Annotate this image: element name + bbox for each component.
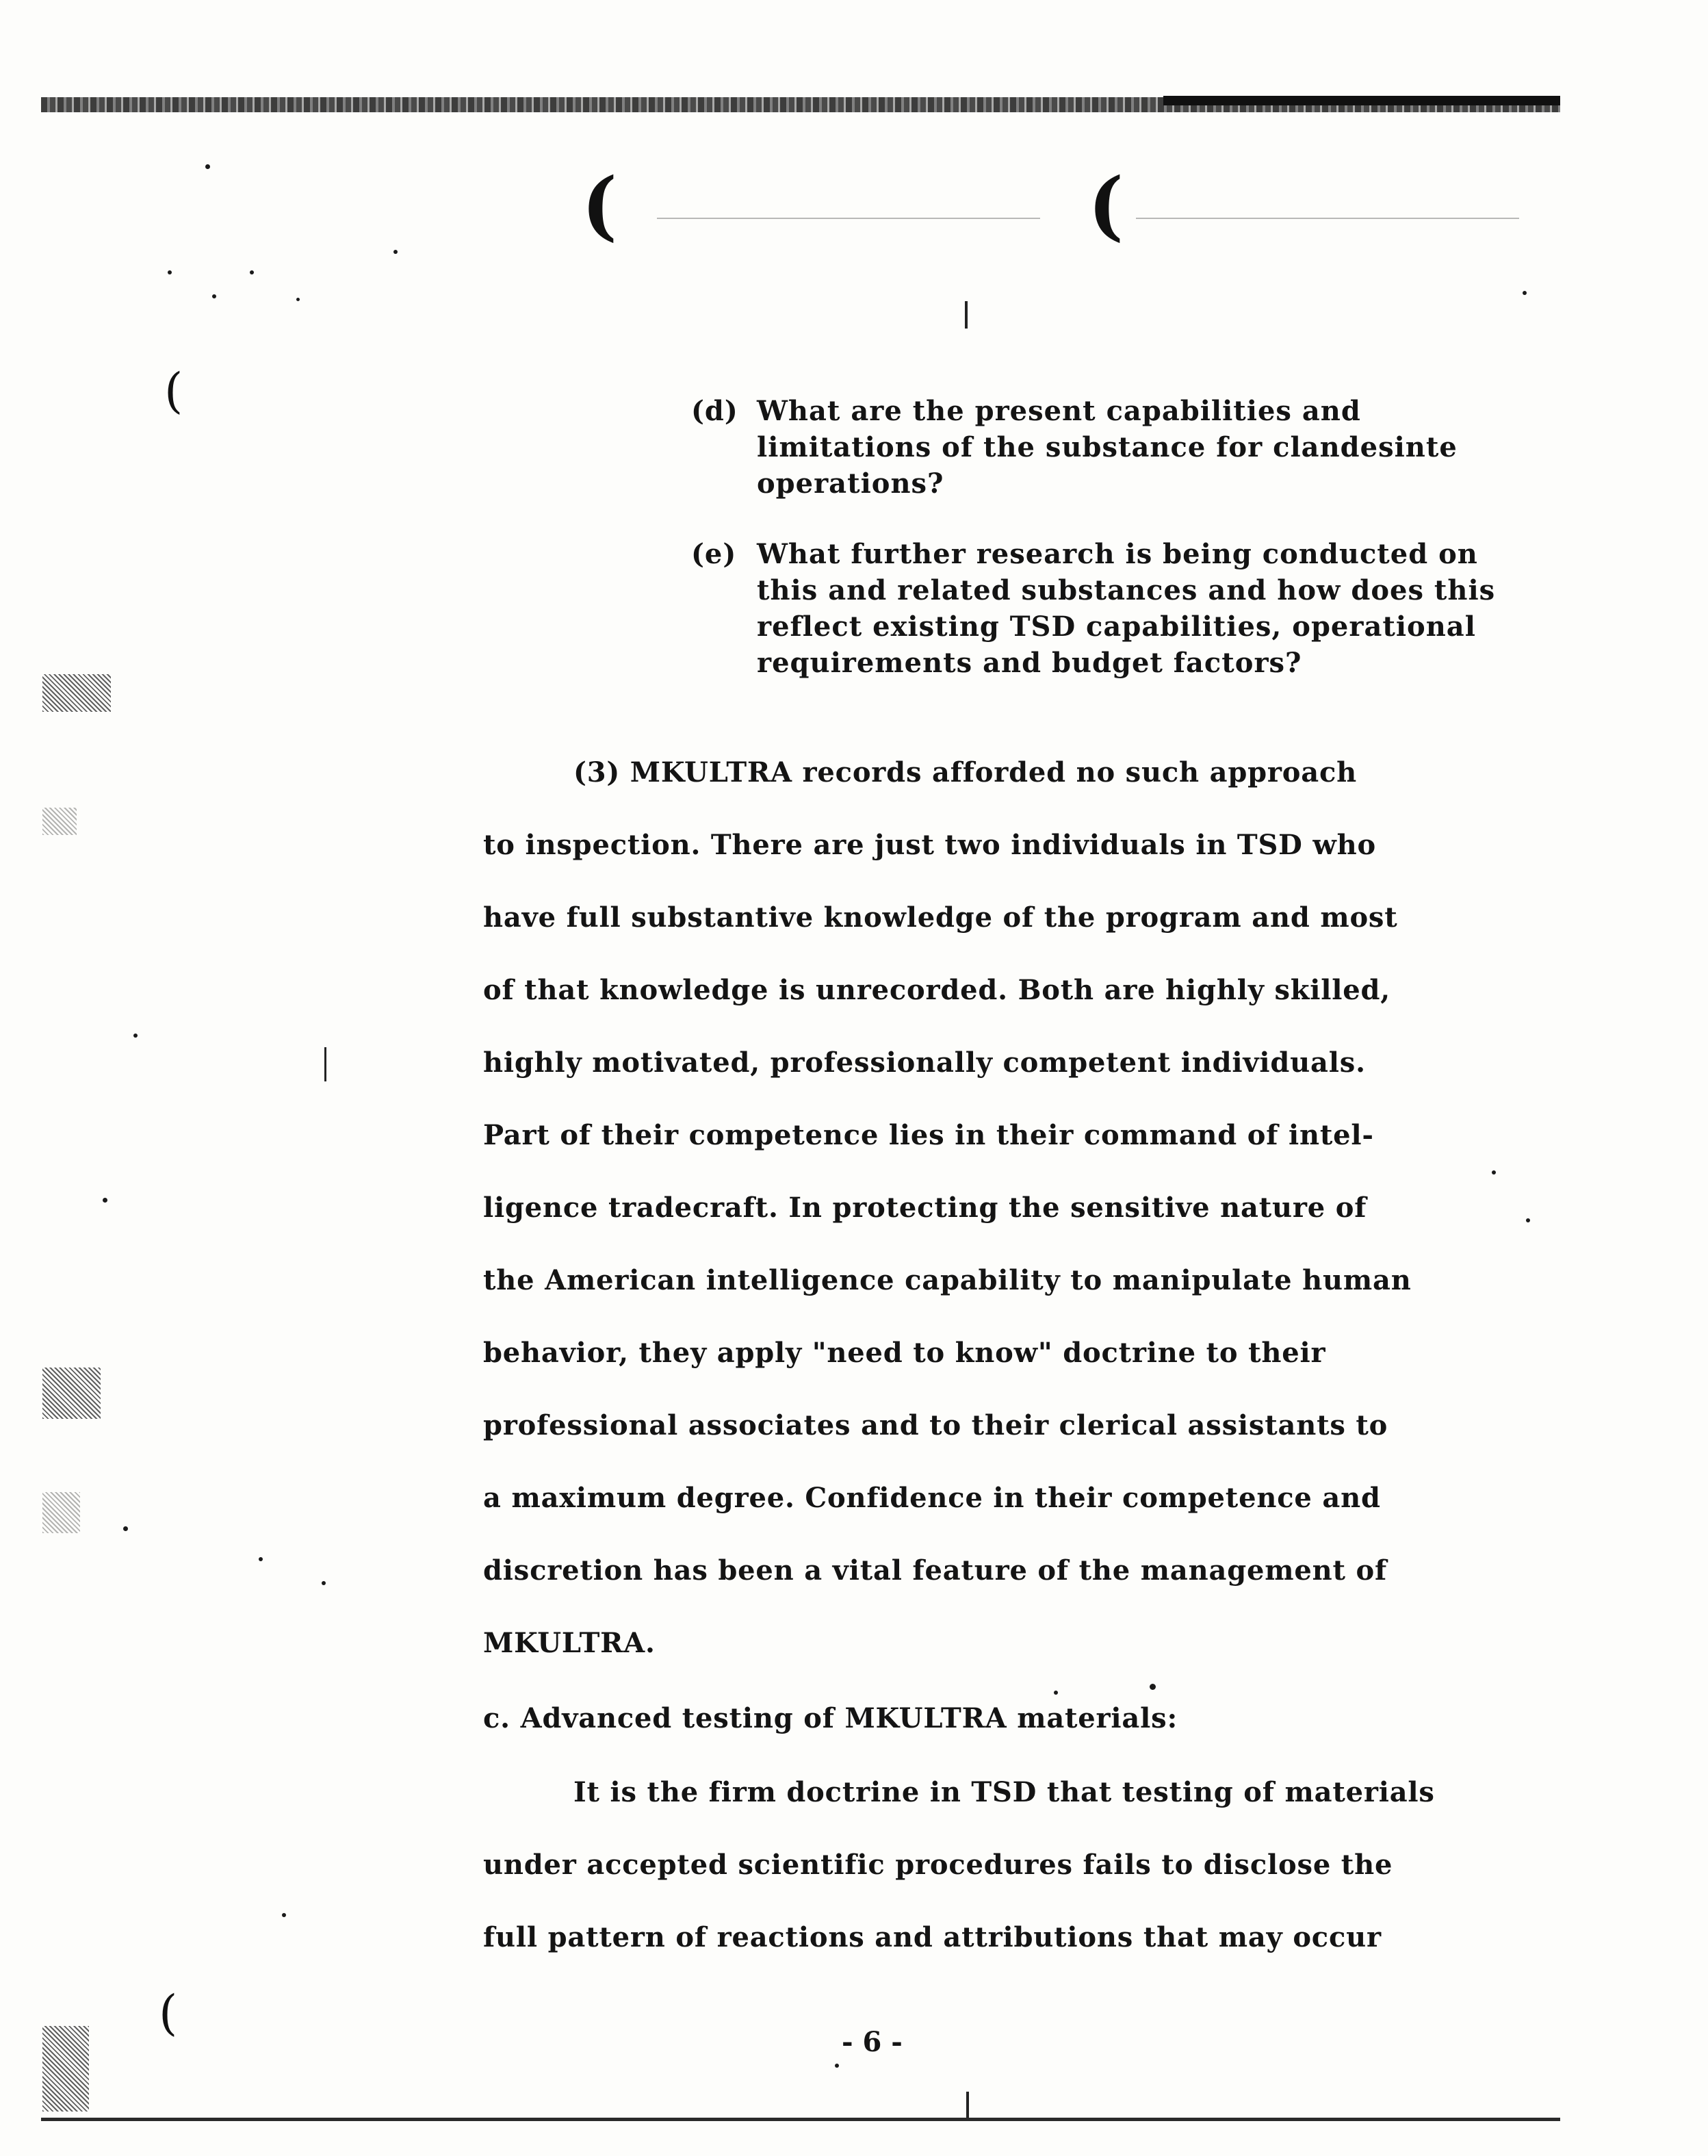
scan-noise (42, 674, 111, 712)
scan-speck (133, 1034, 138, 1038)
binder-mark-icon: ( (159, 1985, 178, 2041)
list-item-text: What further research is being conducted on this and related substances and how does this reflect existing TSD capabilities, operational requirements and budget factors? (757, 538, 1496, 679)
scan-speck (1054, 1691, 1058, 1695)
scan-speck (282, 1913, 286, 1917)
scan-speck (205, 164, 210, 169)
paragraph-line: under accepted scientific procedures fails to disclose the (483, 1849, 1393, 1881)
scan-speck (259, 1557, 263, 1561)
paragraph-line: a maximum degree. Confidence in their competence and (483, 1482, 1381, 1514)
paragraph-line: MKULTRA. (483, 1627, 656, 1659)
scan-speck (1523, 291, 1527, 295)
paragraph-line: Part of their competence lies in their command of intel- (483, 1119, 1374, 1151)
paragraph-line: have full substantive knowledge of the program and most (483, 901, 1398, 934)
paragraph-line: discretion has been a vital feature of the management of (483, 1554, 1387, 1587)
scan-speck (250, 270, 254, 274)
paragraph-line: (3) MKULTRA records afforded no such approach (573, 756, 1358, 788)
section-heading: c. Advanced testing of MKULTRA materials: (483, 1702, 1178, 1734)
scan-speck (393, 250, 398, 254)
paragraph-line: to inspection. There are just two individuals in TSD who (483, 829, 1376, 861)
scan-speck (212, 294, 216, 298)
list-item-label: (d) (691, 395, 738, 427)
scan-rule-line (657, 218, 1040, 219)
scan-tick-mark (966, 2092, 969, 2118)
scan-bottom-edge (41, 2118, 1560, 2121)
scan-speck (168, 270, 172, 274)
page-number: - 6 - (842, 2026, 903, 2058)
binder-mark-icon: ( (164, 363, 183, 419)
paragraph-line: highly motivated, professionally competent individuals. (483, 1047, 1366, 1079)
scan-noise (42, 808, 77, 835)
scan-speck (835, 2064, 839, 2068)
scan-top-edge-dark (1163, 96, 1560, 105)
scan-speck (123, 1526, 128, 1531)
scan-noise (42, 2026, 89, 2112)
scan-noise (42, 1368, 101, 1419)
binder-mark-icon: ( (1088, 161, 1124, 249)
scan-tick-mark (965, 301, 968, 329)
scan-speck (296, 298, 300, 301)
scan-speck (1150, 1684, 1156, 1690)
scan-speck (103, 1198, 107, 1203)
paragraph-line: full pattern of reactions and attributions that may occur (483, 1921, 1382, 1953)
scan-speck (1492, 1170, 1496, 1175)
paragraph-line: It is the firm doctrine in TSD that testing of materials (573, 1776, 1435, 1808)
scan-rule-line (1136, 218, 1519, 219)
paragraph-line: of that knowledge is unrecorded. Both are highly skilled, (483, 974, 1391, 1006)
paragraph-line: behavior, they apply "need to know" doctrine to their (483, 1337, 1326, 1369)
scan-tick-mark (324, 1047, 326, 1081)
paragraph-line: professional associates and to their clerical assistants to (483, 1409, 1388, 1441)
paragraph-line: the American intelligence capability to manipulate human (483, 1264, 1412, 1296)
scan-speck (322, 1581, 326, 1585)
paragraph-line: ligence tradecraft. In protecting the sensitive nature of (483, 1192, 1367, 1224)
binder-mark-icon: ( (582, 161, 618, 249)
list-item-text: What are the present capabilities and limitations of the substance for clandesinte operations? (757, 395, 1458, 500)
scan-speck (1526, 1218, 1530, 1222)
scan-noise (42, 1492, 80, 1533)
list-item-label: (e) (691, 538, 737, 570)
